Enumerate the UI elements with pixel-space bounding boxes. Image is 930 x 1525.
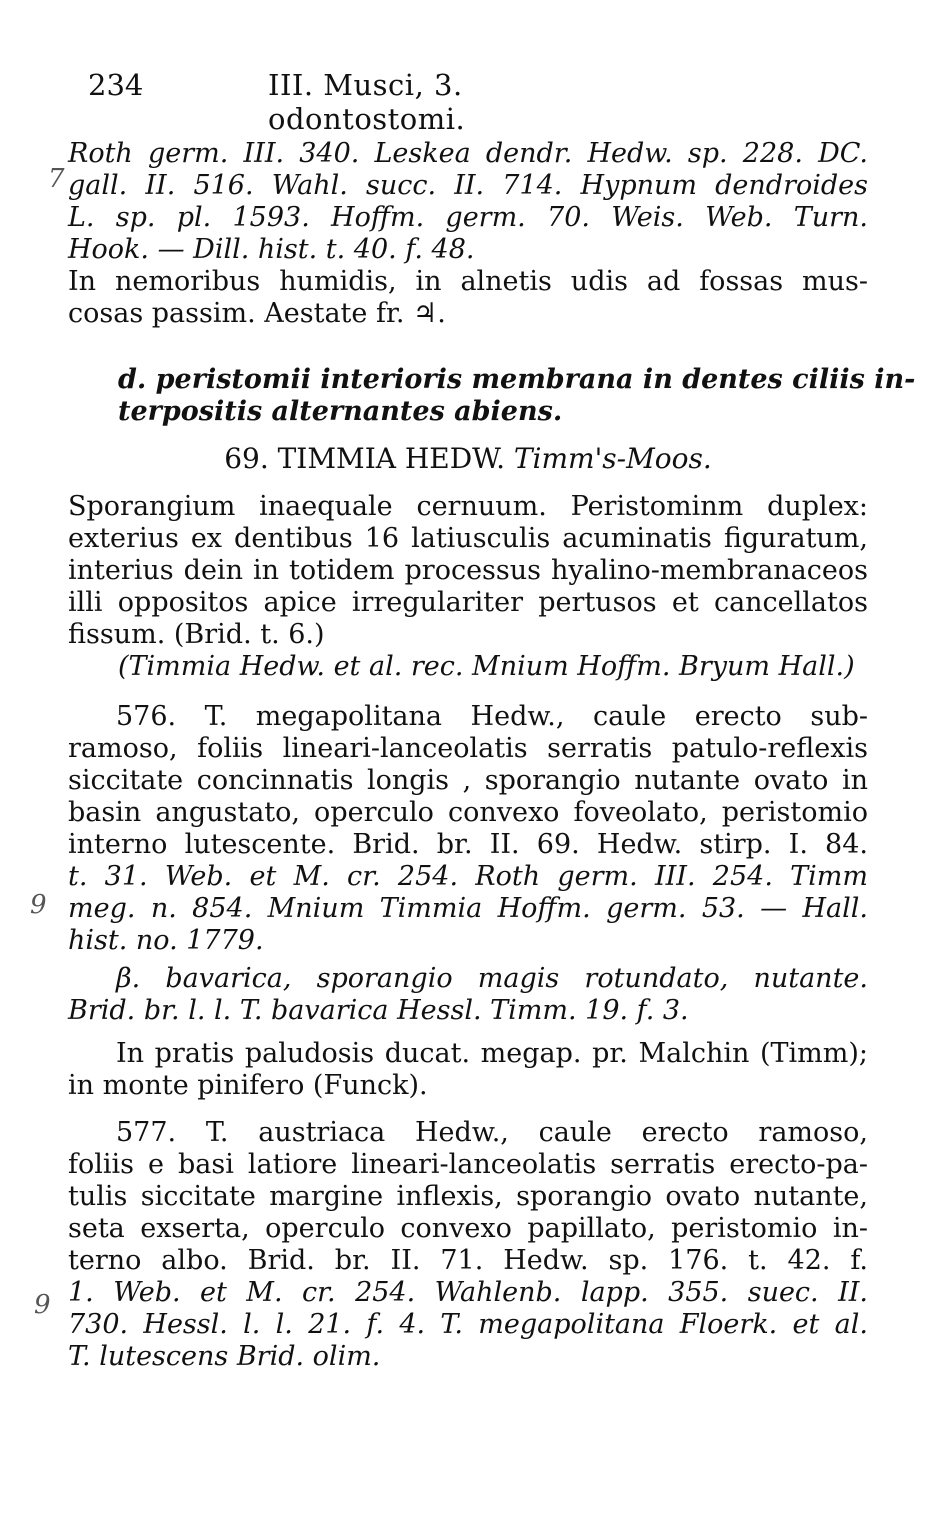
text-line: β. bavarica, sporangio magis rotundato, nutante. xyxy=(116,963,868,994)
running-title: III. Musci, 3. odontostomi. xyxy=(268,68,466,136)
references-paragraph xyxy=(68,138,868,266)
text-line: terno albo. Brid. br. II. 71. Hedw. sp. 176. t. 42. f. xyxy=(68,1245,868,1276)
variety-beta-entry xyxy=(68,963,868,1027)
margin-mark: 9 xyxy=(34,1290,51,1320)
habitat-paragraph xyxy=(68,1038,868,1102)
genus-description xyxy=(68,491,868,683)
margin-mark: 7 xyxy=(48,164,65,194)
text-line: In nemoribus humidis, in alnetis udis ad fossas mus- xyxy=(68,266,868,297)
text-line: in monte pinifero (Funck). xyxy=(68,1070,428,1101)
text-line: hist. no. 1779. xyxy=(68,925,264,956)
genus-german-name: Timm's-Moos. xyxy=(513,442,712,475)
text-line: foliis e basi latiore lineari-lanceolatis serratis erecto-pa- xyxy=(68,1149,868,1180)
text-line: interno lutescente. Brid. br. II. 69. Hedw. stirp. I. 84. xyxy=(68,829,868,860)
text-line: tulis siccitate margine inflexis, sporangio ovato nutante, xyxy=(68,1181,868,1212)
genus-title: 69. TIMMIA HEDW. xyxy=(224,442,505,475)
text-line: basin angustato, operculo convexo foveolato, peristomio xyxy=(68,797,868,828)
text-line: Brid. br. l. l. T. bavarica Hessl. Timm. 19. f. 3. xyxy=(68,995,689,1026)
text-line: 577. T. austriaca Hedw., caule erecto ramoso, xyxy=(116,1117,868,1148)
genus-heading xyxy=(68,443,868,475)
section-d-heading xyxy=(118,364,916,428)
text-line: ramoso, foliis lineari-lanceolatis serratis patulo-reflexis xyxy=(68,733,868,764)
species-577-entry xyxy=(68,1117,868,1373)
text-line: 576. T. megapolitana Hedw., caule erecto sub- xyxy=(116,701,868,732)
margin-mark: 9 xyxy=(30,890,47,920)
text-line: fissum. (Brid. t. 6.) xyxy=(68,619,325,650)
text-line: illi oppositos apice irregulariter pertusos et cancellatos xyxy=(68,587,868,618)
text-line: T. lutescens Brid. olim. xyxy=(68,1341,381,1372)
text-line: In pratis paludosis ducat. megap. pr. Malchin (Timm); xyxy=(116,1038,868,1069)
text-line: seta exserta, operculo convexo papillato, peristomio in- xyxy=(68,1213,868,1244)
text-line: siccitate concinnatis longis , sporangio nutante ovato in xyxy=(68,765,868,796)
text-line: 1. Web. et M. cr. 254. Wahlenb. lapp. 355. suec. II. xyxy=(68,1277,868,1308)
page-number: 234 xyxy=(88,68,144,102)
text-line: cosas passim. Aestate fr. ♃. xyxy=(68,298,446,329)
text-line: (Timmia Hedw. et al. rec. Mnium Hoffm. Bryum Hall.) xyxy=(118,651,855,682)
text-line: L. sp. pl. 1593. Hoffm. germ. 70. Weis. Web. Turn. xyxy=(68,202,868,233)
text-line: t. 31. Web. et M. cr. 254. Roth germ. III. 254. Timm xyxy=(68,861,868,892)
text-line: Roth germ. III. 340. Leskea dendr. Hedw. sp. 228. DC. xyxy=(68,138,868,169)
text-line: exterius ex dentibus 16 latiusculis acuminatis figuratum, xyxy=(68,523,868,554)
text-line: Hook. — Dill. hist. t. 40. f. 48. xyxy=(68,234,475,265)
habitat-paragraph xyxy=(68,266,868,330)
text-line: d. peristomii interioris membrana in dentes ciliis in- xyxy=(118,364,916,395)
species-576-entry xyxy=(68,701,868,957)
text-line: terpositis alternantes abiens. xyxy=(118,396,563,427)
text-line: 730. Hessl. l. l. 21. f. 4. T. megapolitana Floerk. et al. xyxy=(68,1309,868,1340)
text-line: Sporangium inaequale cernuum. Peristominm duplex: xyxy=(68,491,868,522)
text-line: meg. n. 854. Mnium Timmia Hoffm. germ. 53. — Hall. xyxy=(68,893,868,924)
text-line: interius dein in totidem processus hyalino-membranaceos xyxy=(68,555,868,586)
text-line: gall. II. 516. Wahl. succ. II. 714. Hypnum dendroides xyxy=(68,170,868,201)
